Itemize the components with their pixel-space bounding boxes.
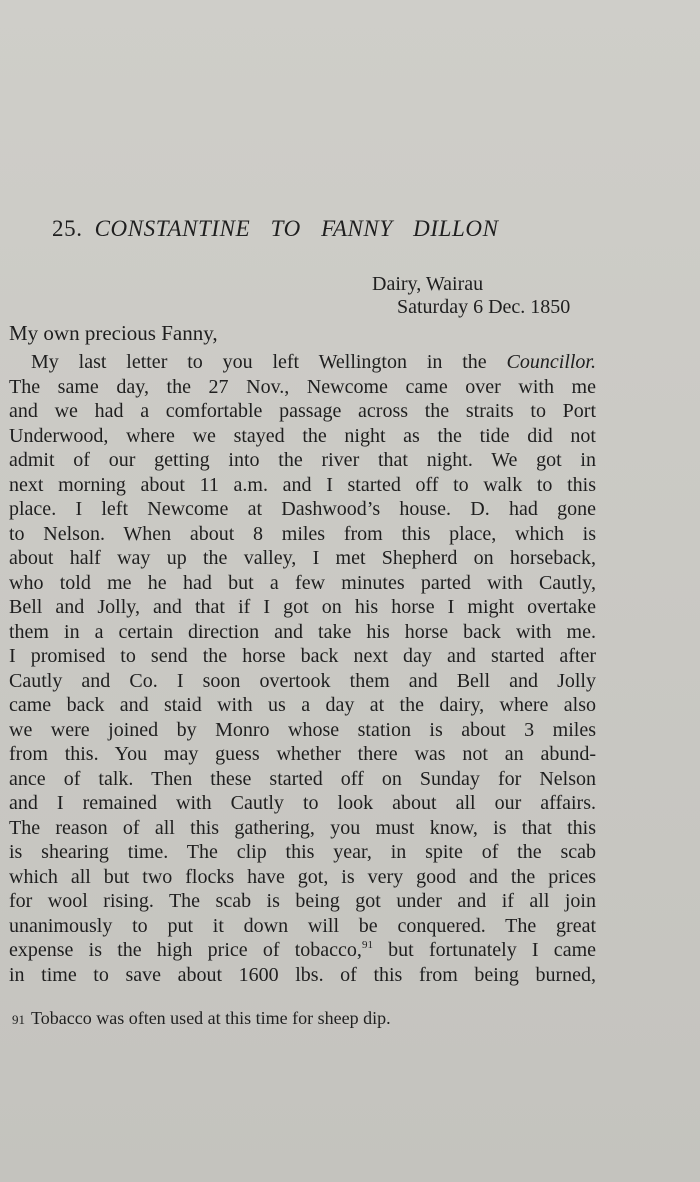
body-line-text: ance of talk. Then these started off on Sunday for Nelson — [9, 767, 596, 790]
footnote — [12, 1008, 391, 1029]
body-line-text: admit of our getting into the river that night. We got in — [9, 449, 596, 471]
body-line-text: expense is the high price of tobacco, — [9, 939, 362, 961]
footnote-text: Tobacco was often used at this time for sheep dip. — [31, 1008, 391, 1028]
body-line — [9, 350, 596, 375]
body-line-text: Bell and Jolly, and that if I got on his horse I might overtake — [9, 596, 596, 618]
body-line — [9, 840, 596, 865]
body-line — [9, 424, 596, 449]
body-line — [9, 448, 596, 473]
body-line-text: for wool rising. The scab is being got under and if all join — [9, 890, 596, 912]
letter-salutation: My own precious Fanny, — [9, 321, 218, 345]
body-line-text: My last letter to you left Wellington in the — [31, 351, 507, 373]
body-line — [9, 742, 596, 767]
footnote-number: 91 — [12, 1012, 25, 1027]
body-line-text: and we had a comfortable passage across the straits to Port — [9, 400, 596, 422]
body-line — [9, 938, 596, 963]
letter-title: CONSTANTINE TO FANNY DILLON — [94, 216, 499, 241]
body-line-text: we were joined by Monro whose station is about 3 miles — [9, 718, 596, 741]
body-line — [9, 767, 596, 792]
body-line-text: is shearing time. The clip this year, in spite of the scab — [9, 841, 596, 863]
body-line — [9, 914, 596, 939]
body-line-text: Underwood, where we stayed the night as the tide did not — [9, 424, 596, 447]
body-line-text: who told me he had but a few minutes parted with Cautly, — [9, 571, 596, 594]
body-line — [9, 375, 596, 400]
ship-name: Councillor. — [506, 351, 596, 373]
body-line — [9, 546, 596, 571]
body-line-text: Cautly and Co. I soon overtook them and Bell and Jolly — [9, 669, 596, 692]
body-line — [9, 816, 596, 841]
body-line-text: next morning about 11 a.m. and I started off to walk to this — [9, 473, 596, 496]
body-line — [9, 644, 596, 669]
body-line — [9, 889, 596, 914]
body-line-text: in time to save about 1600 lbs. of this from being burned, — [9, 963, 596, 986]
body-line — [9, 865, 596, 890]
body-line — [9, 620, 596, 645]
body-line-text: from this. You may guess whether there was not an abund- — [9, 743, 596, 765]
footnote-ref: 91 — [361, 939, 373, 951]
body-line-text: and I remained with Cautly to look about all our affairs. — [9, 792, 596, 814]
body-line — [9, 693, 596, 718]
body-line — [9, 669, 596, 694]
body-line — [9, 399, 596, 424]
body-line — [9, 595, 596, 620]
body-line-text: place. I left Newcome at Dashwood’s house. D. had gone — [9, 498, 596, 520]
body-line-text: I promised to send the horse back next day and started after — [9, 645, 596, 667]
letter-place: Dairy, Wairau — [372, 273, 484, 295]
body-line-text: but fortunately I came — [372, 939, 596, 961]
body-line-text: came back and staid with us a day at the dairy, where also — [9, 694, 596, 716]
body-line-text: to Nelson. When about 8 miles from this place, which is — [9, 522, 596, 545]
letter-number: 25. — [52, 216, 83, 241]
body-line-text: them in a certain direction and take his horse back with me. — [9, 620, 596, 643]
body-line-text: about half way up the valley, I met Shepherd on horseback, — [9, 547, 596, 569]
body-line-text: The same day, the 27 Nov., Newcome came over with me — [9, 375, 596, 398]
body-line — [9, 473, 596, 498]
body-line-text: which all but two flocks have got, is very good and the prices — [9, 865, 596, 888]
body-line-text: The reason of all this gathering, you must know, is that this — [9, 816, 596, 839]
letter-heading — [52, 216, 499, 242]
letter-dateline — [372, 273, 570, 319]
letter-date: Saturday 6 Dec. 1850 — [397, 296, 571, 318]
body-line — [9, 571, 596, 596]
letter-body — [9, 350, 609, 987]
body-line — [9, 522, 596, 547]
body-line — [9, 718, 596, 743]
body-line — [9, 497, 596, 522]
body-line — [9, 791, 596, 816]
body-line — [9, 963, 596, 988]
body-line-text: unanimously to put it down will be conquered. The great — [9, 914, 596, 937]
